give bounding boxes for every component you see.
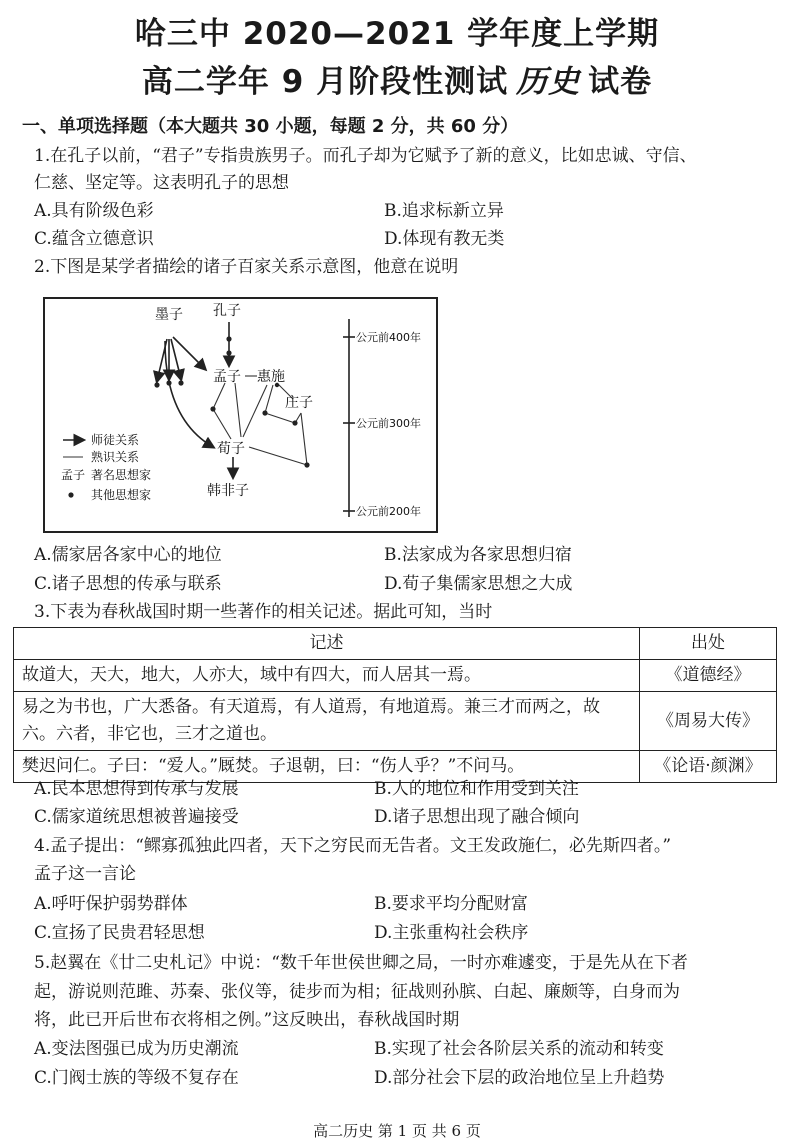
label-mengzi: 孟子	[213, 369, 241, 385]
q3-option-c: C.儒家道统思想被普遍接受	[34, 807, 239, 827]
q4-stem-line1: 4.孟子提出：“鳏寡孤独此四者，天下之穷民而无告者。文王发政施仁，必先斯四者。”	[34, 836, 672, 856]
line-huishi-other	[265, 385, 273, 413]
arrow-mozi-xunzi	[165, 341, 213, 447]
line-xunzi-lower	[249, 447, 307, 465]
label-mozi: 墨子	[155, 307, 183, 323]
q3-row2-source: 《周易大传》	[640, 692, 777, 751]
q3-header-record: 记述	[14, 628, 640, 660]
dot-6	[210, 406, 215, 411]
legend-dot	[68, 492, 73, 497]
q5-stem-line1: 5.赵翼在《廿二史札记》中说：“数千年世侯世卿之局，一时亦难遽变，于是先从在下者	[34, 953, 688, 973]
label-huishi: 惠施	[257, 369, 285, 385]
q1-option-d: D.体现有教无类	[384, 229, 505, 249]
legend-master-disciple: 师徒关系	[91, 433, 140, 447]
dot-3	[154, 382, 159, 387]
dot-9	[304, 462, 309, 467]
dot-4	[166, 380, 171, 385]
q4-option-b: B.要求平均分配财富	[374, 894, 528, 914]
label-bc300: 公元前300年	[356, 417, 421, 430]
dot-2	[226, 350, 231, 355]
dot-8	[292, 420, 297, 425]
q3-option-d: D.诸子思想出现了融合倾向	[374, 807, 580, 827]
relationship-diagram	[45, 299, 436, 531]
q3-table-header	[14, 628, 777, 660]
page-footer: 高二历史 第 1 页 共 6 页	[313, 1122, 481, 1140]
q1-stem-line1: 1.在孔子以前，“君子”专指贵族男子。而孔子却为它赋予了新的意义，比如忠诚、守信、	[34, 146, 697, 166]
dot-5	[178, 380, 183, 385]
exam-title-grade: 高二学年 9 月阶段性测试	[141, 64, 509, 100]
label-bc400: 公元前400年	[356, 331, 421, 344]
dot-7	[262, 410, 267, 415]
exam-title-suffix: 试卷	[588, 64, 653, 100]
q1-option-b: B.追求标新立异	[384, 201, 504, 221]
table-row	[14, 692, 777, 751]
q3-row1-source: 《道德经》	[640, 660, 777, 692]
timeline-axis	[343, 319, 355, 517]
line-other-a	[265, 413, 295, 423]
line-other-xunzi	[213, 409, 231, 439]
q5-stem-line3: 将，此已开后世布衣将相之例。”这反映出，春秋战国时期	[34, 1010, 460, 1030]
q4-option-a: A.呼吁保护弱势群体	[34, 894, 188, 914]
q5-option-c: C.门阀士族的等级不复存在	[34, 1068, 239, 1088]
q2-option-c: C.诸子思想的传承与联系	[34, 574, 222, 594]
q4-option-c: C.宣扬了民贵君轻思想	[34, 923, 205, 943]
q3-row1-text: 故道大，天大，地大，人亦大，域中有四大，而人居其一焉。	[14, 660, 640, 692]
q2-option-a: A.儒家居各家中心的地位	[34, 545, 222, 565]
q3-row2-text: 易之为书也，广大悉备。有天道焉，有人道焉，有地道焉。兼三才而两之，故六。六者，非它也，三才之道也。	[14, 692, 640, 751]
section-heading: 一、单项选择题（本大题共 30 小题，每题 2 分，共 60 分）	[22, 116, 519, 137]
dot-1	[226, 336, 231, 341]
q2-option-d: D.荀子集儒家思想之大成	[384, 574, 573, 594]
q1-option-a: A.具有阶级色彩	[34, 201, 154, 221]
q5-option-d: D.部分社会下层的政治地位呈上升趋势	[374, 1068, 665, 1088]
q3-row3-source: 《论语·颜渊》	[640, 751, 777, 783]
arrow-mozi-follower3	[171, 339, 181, 379]
line-mengzi-other	[213, 383, 225, 409]
q5-option-a: A.变法图强已成为历史潮流	[34, 1039, 239, 1059]
label-bc200: 公元前200年	[356, 505, 421, 518]
legend	[61, 432, 151, 502]
q5-option-b: B.实现了社会各阶层关系的流动和转变	[374, 1039, 664, 1059]
q5-stem-line2: 起，游说则范雎、苏秦、张仪等，徒步而为相；征战则孙膑、白起、廉颇等，白身而为	[34, 982, 680, 1002]
q2-option-b: B.法家成为各家思想归宿	[384, 545, 572, 565]
q3-row3-text: 樊迟问仁。子曰：“爱人。”厩焚。子退朝，曰：“伤人乎？”不问马。	[14, 751, 640, 783]
exam-title-subject: 历史	[516, 64, 581, 100]
exam-title-line2	[0, 56, 794, 101]
q3-option-b: B.人的地位和作用受到关注	[374, 779, 579, 799]
label-hanfeizi: 韩非子	[207, 483, 249, 499]
q3-header-source: 出处	[640, 628, 777, 660]
legend-acquaintance: 熟识关系	[91, 450, 140, 464]
legend-famous: 著名思想家	[91, 468, 152, 482]
q2-relationship-figure	[43, 297, 438, 533]
label-zhuangzi: 庄子	[285, 395, 313, 411]
q4-option-d: D.主张重构社会秩序	[374, 923, 529, 943]
table-row	[14, 660, 777, 692]
q1-option-c: C.蕴含立德意识	[34, 229, 154, 249]
label-kongzi: 孔子	[213, 303, 241, 319]
line-zhuangzi-lower	[301, 413, 307, 465]
legend-famous-sample: 孟子	[61, 468, 86, 482]
q3-stem: 3.下表为春秋战国时期一些著作的相关记述。据此可知，当时	[34, 602, 493, 622]
exam-title-line1: 哈三中 2020—2021 学年度上学期	[134, 16, 660, 52]
q3-option-a: A.民本思想得到传承与发展	[34, 779, 239, 799]
line-mengzi-xunzi	[235, 383, 241, 437]
q4-stem-line2: 孟子这一言论	[34, 864, 136, 884]
label-xunzi: 荀子	[217, 441, 245, 457]
legend-other: 其他思想家	[91, 488, 152, 502]
q1-stem-line2: 仁慈、坚定等。这表明孔子的思想	[34, 173, 289, 193]
q3-table	[13, 627, 777, 783]
q2-stem: 2.下图是某学者描绘的诸子百家关系示意图，他意在说明	[34, 257, 459, 277]
